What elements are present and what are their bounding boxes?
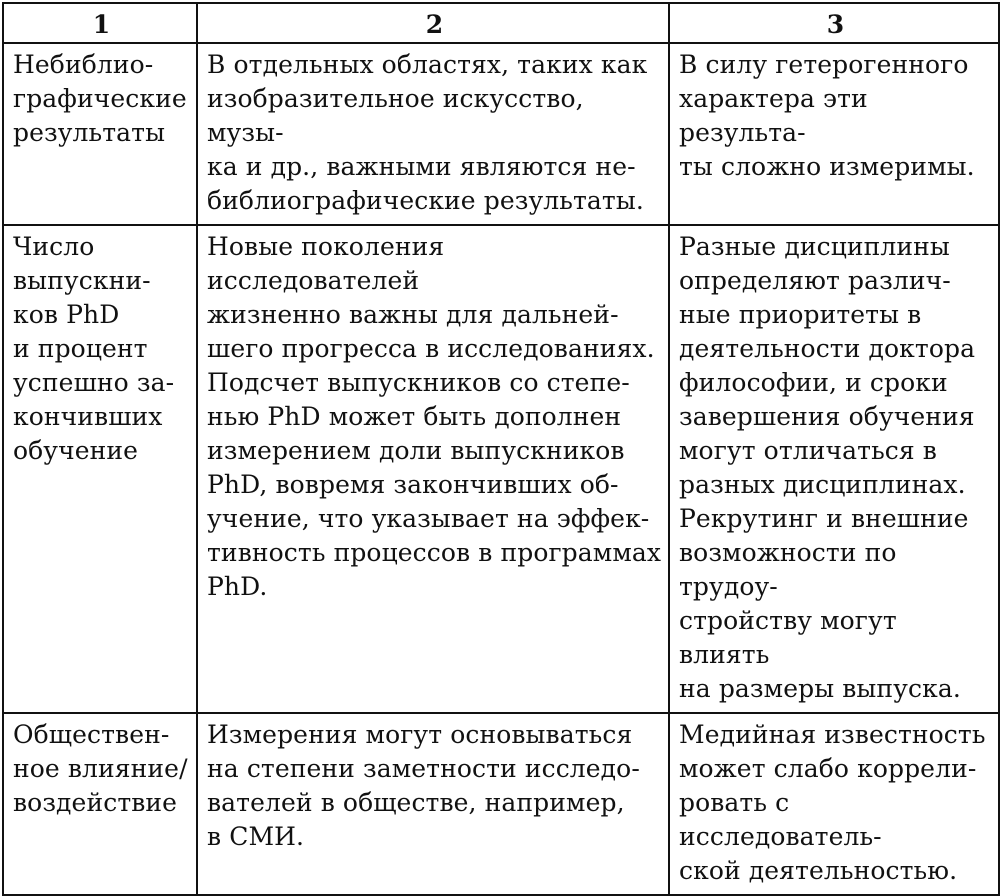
table-cell — [3, 713, 197, 895]
table-cell — [197, 225, 669, 713]
table-row — [3, 43, 999, 225]
header-cell-3: 3 — [669, 3, 999, 43]
table-cell — [3, 43, 197, 225]
table-cell — [197, 43, 669, 225]
cell-text: В отдельных областях, таких как изобразительное искусство, музы- ка и др., важными являются не- библиографические результаты. — [207, 50, 648, 215]
table-row — [3, 713, 999, 895]
table-row — [3, 225, 999, 713]
cell-text: Измерения могут основываться на степени заметности исследо- вателей в обществе, например, в СМИ. — [207, 720, 640, 851]
cell-text: Число выпускни- ков PhD и процент успешно за- кончивших обучение — [13, 232, 175, 465]
table-cell — [3, 225, 197, 713]
cell-text: Медийная известность может слабо коррели- ровать с исследователь- ской деятельностью. — [679, 720, 986, 885]
header-cell-1: 1 — [3, 3, 197, 43]
table-cell — [669, 225, 999, 713]
table-cell — [669, 43, 999, 225]
table-cell — [197, 713, 669, 895]
cell-text: Новые поколения исследователей жизненно важны для дальней- шего прогресса в исследованиях. Подсчет выпускников со степе- нью PhD может быть дополнен измерением доли выпускников PhD, вовремя закончивших об- учение, что указывает на эффек- тивность процессов в программах PhD. — [207, 232, 662, 601]
cell-text: Разные дисциплины определяют различ- ные приоритеты в деятельности доктора философии, и сроки завершения обучения могут отличаться в разных дисциплинах. Рекрутинг и внешние возможности по трудоу- стройству могут влиять на размеры выпуска. — [679, 232, 976, 703]
header-row — [3, 3, 999, 43]
table-cell — [669, 713, 999, 895]
cell-text: Обществен- ное влияние/ воздействие — [13, 720, 188, 817]
comparison-table — [2, 2, 1000, 896]
cell-text: В силу гетерогенного характера эти результа- ты сложно измеримы. — [679, 50, 975, 181]
header-cell-2: 2 — [197, 3, 669, 43]
cell-text: Небиблио- графические результаты — [13, 50, 187, 147]
